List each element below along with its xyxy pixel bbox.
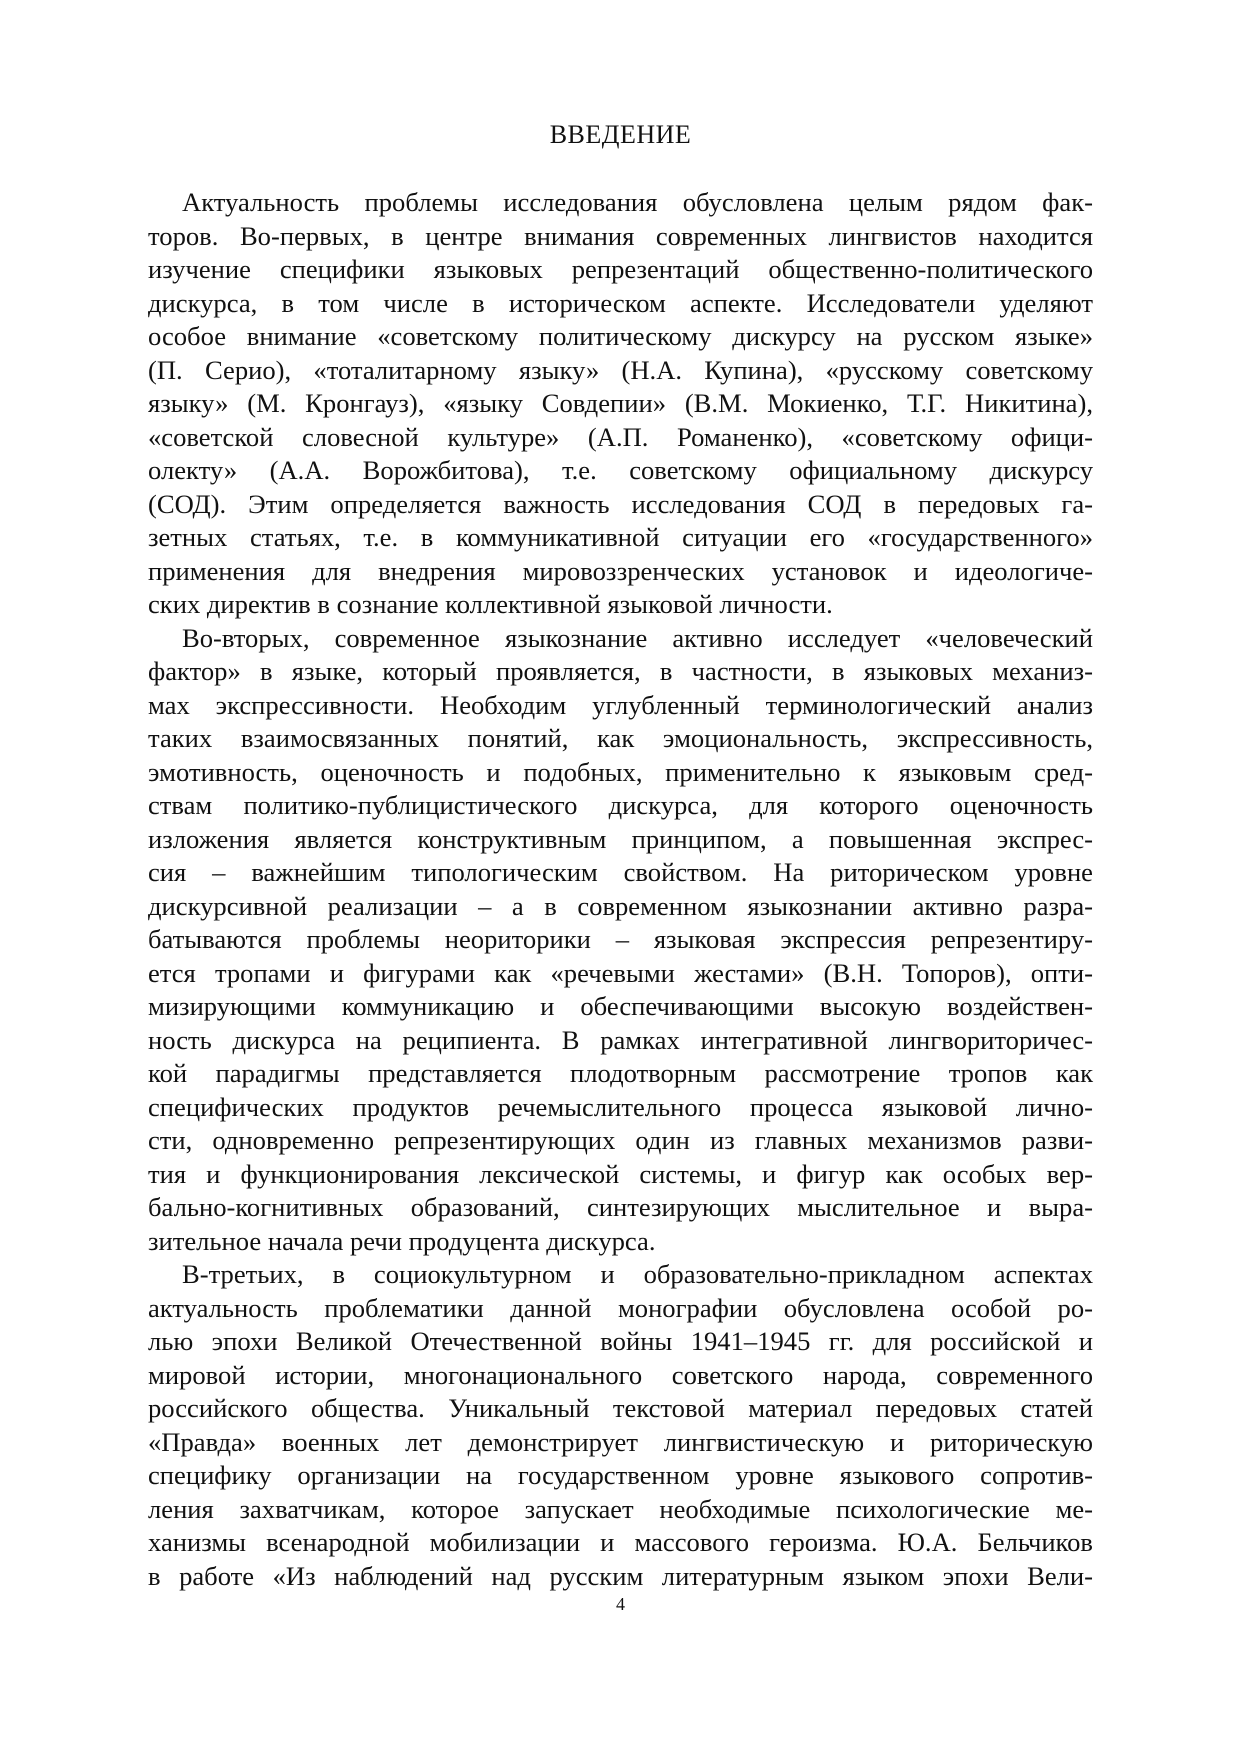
text-line: зительное начала речи продуцента дискурса.: [148, 1225, 656, 1256]
page-title: ВВЕДЕНИЕ: [549, 120, 692, 149]
text-line: применения для внедрения мировоззренческих установок и идеологиче-: [148, 555, 1093, 586]
body-text: [148, 186, 1093, 1593]
text-line: торов. Во-первых, в центре внимания современных лингвистов находится: [148, 220, 1093, 251]
text-line: «Правда» военных лет демонстрирует лингвистическую и риторическую: [148, 1426, 1093, 1457]
text-line: таких взаимосвязанных понятий, как эмоциональность, экспрессивность,: [148, 723, 1093, 753]
text-line: ления захватчикам, которое запускает необходимые психологические ме-: [148, 1493, 1093, 1524]
text-line: мировой истории, многонационального советского народа, современного: [148, 1359, 1093, 1390]
text-line: кой парадигмы представляется плодотворным рассмотрение тропов как: [148, 1058, 1093, 1088]
text-line: тия и функционирования лексической системы, и фигур как особых вер-: [148, 1158, 1093, 1189]
page-number: 4: [616, 1594, 625, 1614]
text-line: сти, одновременно репрезентирующих один из главных механизмов разви-: [148, 1125, 1093, 1155]
text-line: В-третьих, в социокультурном и образовательно-прикладном аспектах: [182, 1259, 1093, 1289]
text-line: специфику организации на государственном уровне языкового сопротив-: [148, 1460, 1093, 1490]
text-line: Актуальность проблемы исследования обусловлена целым рядом фак-: [182, 187, 1093, 217]
text-line: российского общества. Уникальный текстовой материал передовых статей: [148, 1393, 1093, 1423]
text-line: олекту» (А.А. Ворожбитова), т.е. советскому официальному дискурсу: [148, 455, 1093, 485]
text-line: ских директив в сознание коллективной языковой личности.: [148, 589, 833, 619]
text-line: лью эпохи Великой Отечественной войны 1941–1945 гг. для российской и: [148, 1326, 1093, 1356]
text-line: «советской словесной культуре» (А.П. Романенко), «советскому офици-: [148, 421, 1093, 452]
text-line: зетных статьях, т.е. в коммуникативной ситуации его «государственного»: [148, 522, 1093, 552]
text-line: ность дискурса на реципиента. В рамках интегративной лингвориторичес-: [148, 1024, 1093, 1055]
text-line: дискурса, в том числе в историческом аспекте. Исследователи уделяют: [148, 287, 1093, 318]
text-line: эмотивность, оценочность и подобных, применительно к языковым сред-: [148, 756, 1093, 787]
text-line: фактор» в языке, который проявляется, в частности, в языковых механиз-: [148, 656, 1093, 686]
text-line: батываются проблемы неориторики – языковая экспрессия репрезентиру-: [148, 924, 1093, 954]
text-line: ствам политико-публицистического дискурса, для которого оценочность: [148, 790, 1093, 820]
text-line: изложения является конструктивным принципом, а повышенная экспрес-: [148, 823, 1093, 854]
text-line: особое внимание «советскому политическому дискурсу на русском языке»: [148, 321, 1093, 351]
text-line: бально-когнитивных образований, синтезирующих мыслительное и выра-: [148, 1192, 1093, 1222]
text-line: сия – важнейшим типологическим свойством. На риторическом уровне: [148, 857, 1093, 887]
text-line: ханизмы всенародной мобилизации и массового героизма. Ю.А. Бельчиков: [148, 1527, 1093, 1557]
text-line: в работе «Из наблюдений над русским литературным языком эпохи Вели-: [148, 1560, 1093, 1591]
text-line: дискурсивной реализации – а в современном языкознании активно разра-: [148, 890, 1093, 921]
text-line: (П. Серио), «тоталитарному языку» (Н.А. Купина), «русскому советскому: [148, 354, 1093, 385]
text-line: специфических продуктов речемыслительного процесса языковой лично-: [148, 1091, 1093, 1122]
text-line: мах экспрессивности. Необходим углубленный терминологический анализ: [148, 689, 1093, 720]
text-line: языку» (М. Кронгауз), «языку Совдепии» (В.М. Мокиенко, Т.Г. Никитина),: [148, 388, 1093, 418]
text-line: мизирующими коммуникацию и обеспечивающими высокую воздействен-: [148, 991, 1093, 1021]
text-line: изучение специфики языковых репрезентаций общественно-политического: [148, 254, 1093, 284]
text-line: Во-вторых, современное языкознание активно исследует «человеческий: [182, 622, 1093, 653]
text-line: (СОД). Этим определяется важность исследования СОД в передовых га-: [148, 488, 1093, 519]
text-line: ется тропами и фигурами как «речевыми жестами» (В.Н. Топоров), опти-: [148, 957, 1093, 988]
text-line: актуальность проблематики данной монографии обусловлена особой ро-: [148, 1292, 1093, 1323]
